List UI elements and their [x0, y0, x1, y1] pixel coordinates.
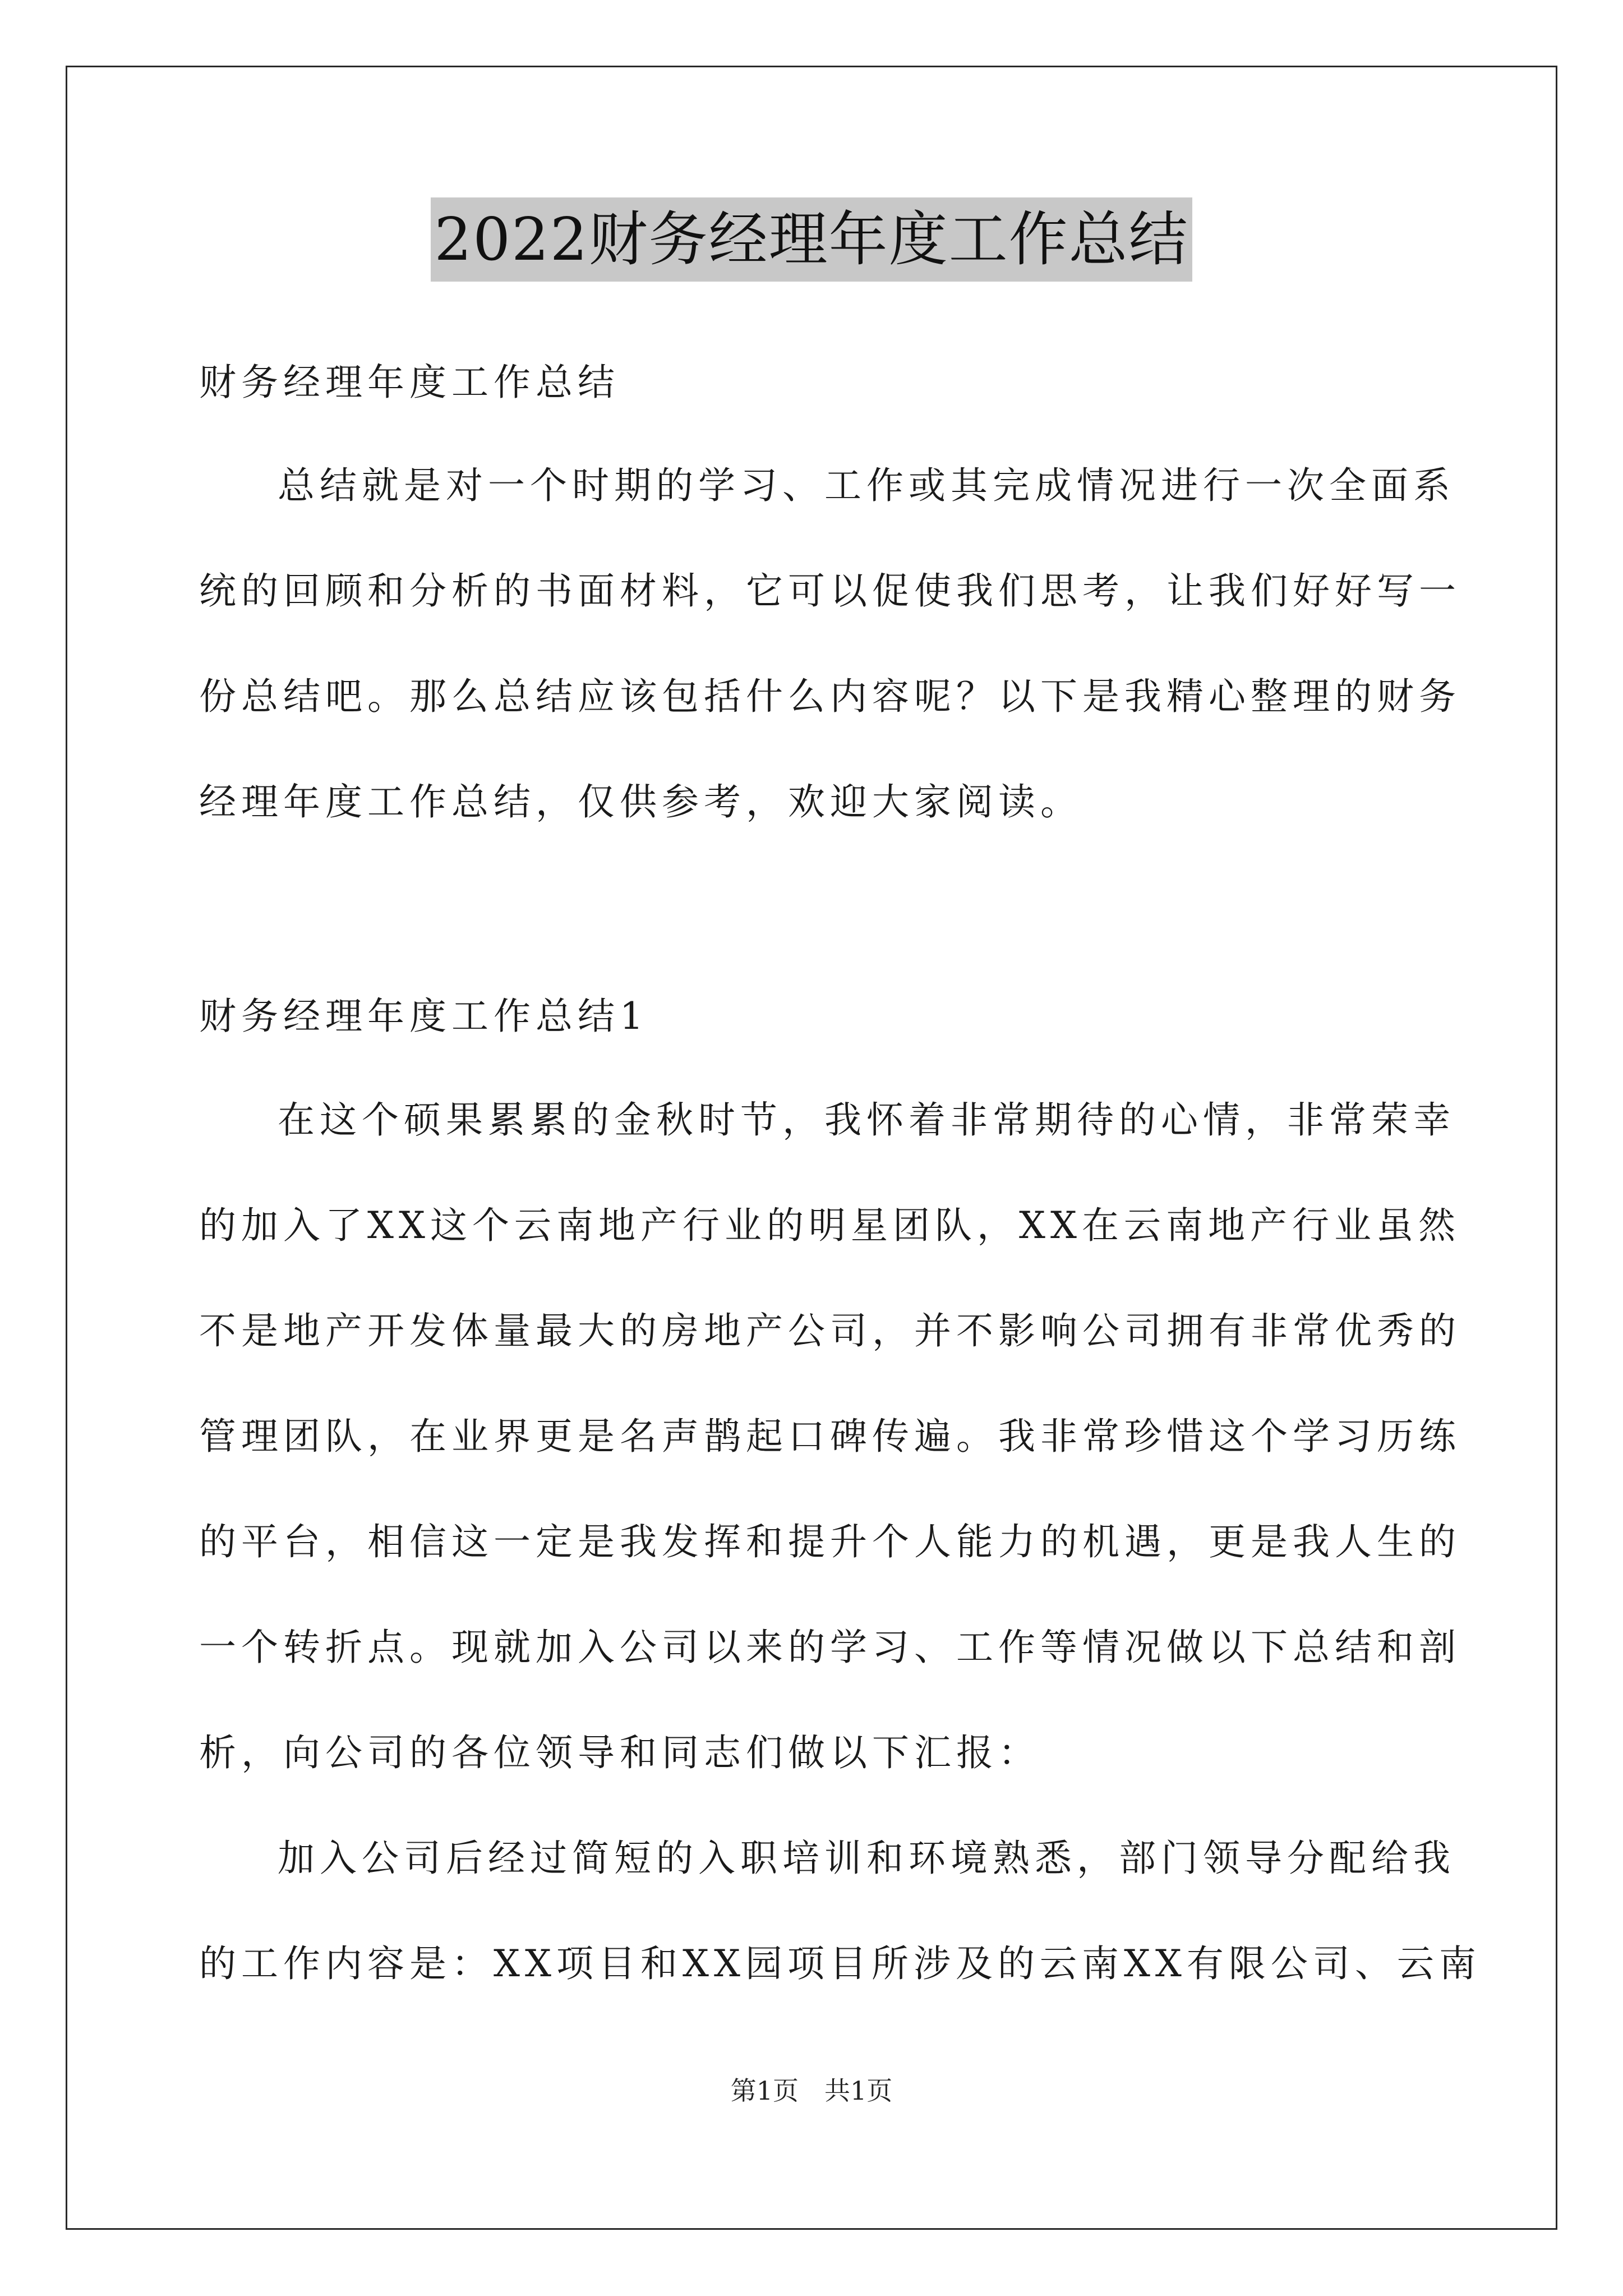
- document-title: 2022财务经理年度工作总结: [431, 197, 1192, 282]
- paragraph-line: 的工作内容是：XX项目和XX园项目所涉及的云南XX有限公司、云南: [199, 1942, 1481, 1985]
- paragraph-line: 管理团队，在业界更是名声鹊起口碑传遍。我非常珍惜这个学习历练: [199, 1415, 1461, 1458]
- page-number-footer: 第1页 共1页: [730, 2076, 893, 2106]
- section-heading: 财务经理年度工作总结: [199, 361, 620, 404]
- title-container: [0, 197, 1623, 282]
- paragraph-line: 加入公司后经过简短的入职培训和环境熟悉，部门领导分配给我: [278, 1837, 1455, 1880]
- paragraph-line: 的平台，相信这一定是我发挥和提升个人能力的机遇，更是我人生的: [199, 1520, 1461, 1563]
- paragraph-line: 总结就是对一个时期的学习、工作或其完成情况进行一次全面系: [278, 464, 1455, 507]
- paragraph-line: 份总结吧。那么总结应该包括什么内容呢？以下是我精心整理的财务: [199, 675, 1461, 718]
- paragraph-line: 的加入了XX这个云南地产行业的明星团队，XX在云南地产行业虽然: [199, 1204, 1460, 1247]
- paragraph-line: 不是地产开发体量最大的房地产公司，并不影响公司拥有非常优秀的: [199, 1309, 1461, 1352]
- paragraph-line: 统的回顾和分析的书面材料，它可以促使我们思考，让我们好好写一: [199, 569, 1461, 613]
- paragraph-line: 一个转折点。现就加入公司以来的学习、工作等情况做以下总结和剖: [199, 1626, 1461, 1669]
- paragraph-line: 析，向公司的各位领导和同志们做以下汇报：: [199, 1731, 1040, 1774]
- section-heading: 财务经理年度工作总结1: [199, 995, 648, 1038]
- paragraph-line: 在这个硕果累累的金秋时节，我怀着非常期待的心情，非常荣幸: [278, 1098, 1455, 1142]
- paragraph-line: 经理年度工作总结，仅供参考，欢迎大家阅读。: [199, 780, 1082, 823]
